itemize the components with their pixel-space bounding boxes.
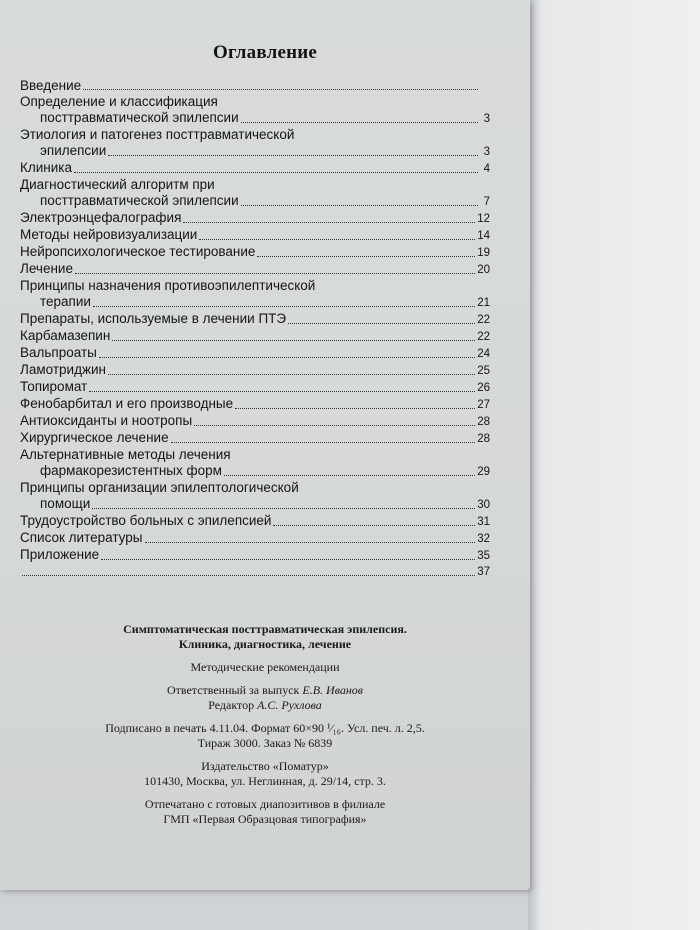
toc-entry (20, 78, 490, 94)
toc-entry-text: Электроэнцефалография (20, 210, 182, 225)
toc-entry-text: Лечение (20, 261, 73, 276)
dot-leader (93, 305, 475, 307)
toc-entry (20, 244, 490, 261)
dot-leader (92, 507, 475, 509)
toc-entry-text: Ламотриджин (20, 362, 106, 377)
toc-page-number: 7 (483, 196, 490, 208)
toc-entry (20, 278, 490, 311)
toc-entry (20, 513, 490, 530)
toc-entry-text: Альтернативные методы лечения (20, 447, 231, 462)
dot-leader (83, 88, 478, 90)
toc-entry (20, 177, 490, 210)
dot-leader (241, 204, 478, 206)
toc-page-number: 12 (477, 213, 490, 225)
toc-entry (20, 413, 490, 430)
toc-entry-text: посттравматической эпилепсии (40, 110, 239, 125)
dot-leader (224, 474, 475, 476)
toc-entry (20, 328, 490, 345)
toc-page-number: 3 (483, 113, 490, 125)
toc-page-number: 4 (483, 163, 490, 175)
toc-entry (20, 447, 490, 480)
toc-entry-text: Вальпроаты (20, 345, 97, 360)
toc-page-number: 29 (477, 466, 490, 478)
toc-entry (20, 227, 490, 244)
toc-entry-text: Список литературы (20, 530, 143, 545)
imprint-signed: Подписано в печать 4.11.04. Формат 60×90 ¹⁄₁₆. Усл. печ. л. 2,5. (105, 721, 425, 735)
toc-page-number: 30 (477, 499, 490, 511)
toc-entry-text: Трудоустройство больных с эпилепсией (20, 513, 272, 528)
imprint-editor (0, 698, 530, 713)
toc-entry-text: Принципы назначения противоэпилептической (20, 278, 316, 293)
dot-leader (183, 221, 475, 223)
toc-entry-text: Карбамазепин (20, 328, 111, 343)
dot-leader (75, 272, 475, 274)
toc-entry-text: Топиромат (20, 379, 88, 394)
toc-page-number: 32 (477, 533, 490, 545)
toc-entry (20, 210, 490, 227)
toc-page-number: 25 (477, 365, 490, 377)
dot-leader (89, 390, 475, 392)
toc-page-number: 21 (477, 297, 490, 309)
toc-entry (20, 160, 490, 177)
dot-leader (194, 424, 475, 426)
responsible-label: Ответственный за выпуск (166, 683, 300, 697)
imprint-title-line1: Симптоматическая посттравматическая эпилепсия. (123, 622, 407, 636)
imprint-type: Методические рекомендации (190, 660, 340, 674)
toc-entry-text: эпилепсии (40, 143, 107, 158)
imprint-title-line2: Клиника, диагностика, лечение (178, 637, 352, 651)
imprint-printed-line2: ГМП «Первая Образцовая типография» (163, 812, 367, 826)
toc-entry-text: Препараты, используемые в лечении ПТЭ (20, 311, 287, 326)
toc-entry-text: Диагностический алгоритм при (20, 177, 215, 192)
toc-entry-text: Принципы организации эпилептологической (20, 480, 299, 495)
toc-entry-text: Фенобарбитал и его производные (20, 396, 234, 411)
toc-page-number: 22 (477, 331, 490, 343)
toc-page-number: 3 (483, 146, 490, 158)
toc-entry (20, 480, 490, 513)
dot-leader (145, 541, 476, 543)
toc-page-number: 28 (477, 416, 490, 428)
toc-entry (20, 261, 490, 278)
dot-leader (112, 339, 475, 341)
toc-entry-text: Хирургическое лечение (20, 430, 169, 445)
editor-label: Редактор (208, 698, 255, 712)
toc-entry (20, 127, 490, 160)
toc-entry (20, 430, 490, 447)
toc-entry (20, 362, 490, 379)
toc-entry (20, 379, 490, 396)
toc-entry-text: Этиология и патогенез посттравматической (20, 127, 295, 142)
toc-page-number: 20 (477, 264, 490, 276)
facing-page (528, 0, 700, 930)
dot-leader (108, 154, 478, 156)
dot-leader (199, 238, 475, 240)
toc-entry (20, 94, 490, 127)
imprint-print-run: Тираж 3000. Заказ № 6839 (197, 736, 333, 750)
imprint-responsible (0, 683, 530, 698)
dot-leader (241, 121, 478, 123)
table-of-contents (20, 78, 490, 580)
toc-entry-text: Определение и классификация (20, 94, 218, 109)
dot-leader (22, 574, 475, 576)
toc-entry-text: Антиоксиданты и ноотропы (20, 413, 193, 428)
dot-leader (99, 356, 475, 358)
editor-name: А.С. Рухлова (257, 698, 322, 712)
toc-entry-text: помощи (40, 496, 91, 511)
toc-page-number: 35 (477, 550, 490, 562)
toc-entry (20, 396, 490, 413)
toc-page-number: 22 (477, 314, 490, 326)
toc-page-number: 24 (477, 348, 490, 360)
dot-leader (101, 558, 475, 560)
dot-leader (108, 373, 475, 375)
toc-page-number: 31 (477, 516, 490, 528)
dot-leader (273, 524, 475, 526)
toc-page-number: 27 (477, 399, 490, 411)
toc-entry-text: посттравматической эпилепсии (40, 193, 239, 208)
toc-entry (20, 564, 490, 580)
dot-leader (74, 171, 478, 173)
toc-entry (20, 547, 490, 564)
toc-page-number: 19 (477, 247, 490, 259)
dot-leader (235, 407, 475, 409)
responsible-name: Е.В. Иванов (302, 683, 364, 697)
imprint (0, 622, 530, 827)
imprint-address: 101430, Москва, ул. Неглинная, д. 29/14, стр. 3. (144, 774, 386, 788)
imprint-publisher: Издательство «Поматур» (201, 759, 329, 773)
toc-entry-text: Введение (20, 78, 82, 93)
toc-page-number: 26 (477, 382, 490, 394)
toc-entry-text: Приложение (20, 547, 100, 562)
imprint-printed-line1: Отпечатано с готовых диапозитивов в филиале (144, 797, 386, 811)
toc-entry (20, 345, 490, 362)
toc-entry-text: Нейропсихологическое тестирование (20, 244, 256, 259)
toc-page-number: 37 (477, 566, 490, 578)
toc-entry-text: Клиника (20, 160, 72, 175)
toc-entry-text: Методы нейровизуализации (20, 227, 198, 242)
toc-entry-text: фармакорезистентных форм (40, 463, 222, 478)
toc-title: Оглавление (212, 42, 318, 63)
toc-page-number: 14 (477, 230, 490, 242)
dot-leader (288, 322, 475, 324)
toc-entry (20, 311, 490, 328)
toc-entry (20, 530, 490, 547)
dot-leader (257, 255, 475, 257)
dot-leader (171, 441, 476, 443)
toc-page-number: 28 (477, 433, 490, 445)
toc-entry-text: терапии (40, 294, 91, 309)
